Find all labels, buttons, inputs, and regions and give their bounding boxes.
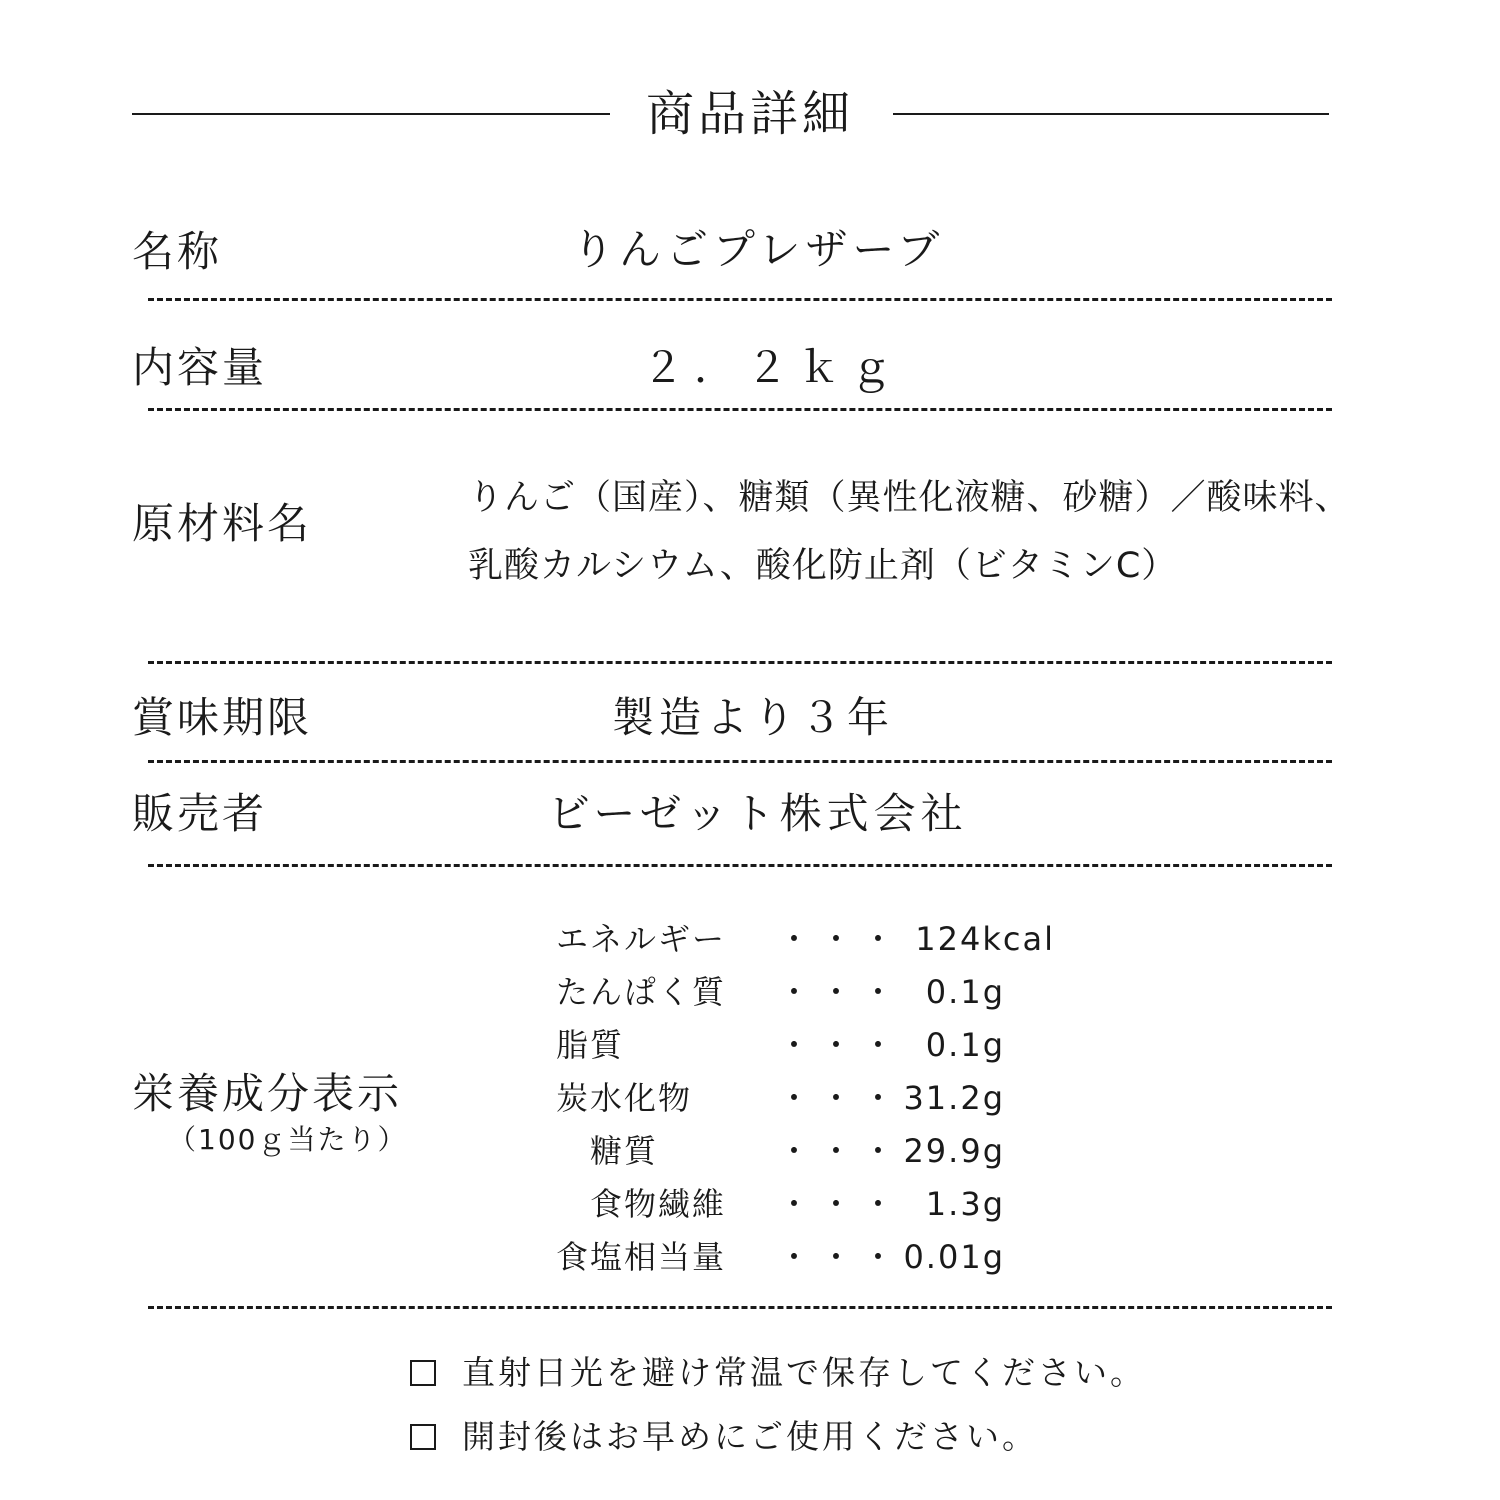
ingredients-line-1: りんご（国産）、糖類（異性化液糖、砂糖）／酸味料、 (468, 478, 1351, 518)
name-label: 名称 (132, 227, 223, 276)
nutrient-name: 食塩相当量 (556, 1238, 727, 1276)
page-title: 商品詳細 (645, 86, 854, 142)
note-text: 開封後はお早めにご使用ください。 (462, 1417, 1038, 1456)
divider (148, 408, 1332, 411)
checkbox-icon (410, 1424, 436, 1450)
nutrient-name: 糖質 (590, 1132, 659, 1170)
seller-value: ビーゼット株式会社 (548, 789, 968, 838)
nutrient-name: 食物繊維 (590, 1185, 727, 1223)
divider (148, 760, 1332, 763)
nutrition-row-fat (0, 1020, 1500, 1070)
divider (148, 661, 1332, 664)
nutrient-value: 29.9g (903, 1132, 1005, 1170)
nutrition-row-protein (0, 967, 1500, 1017)
leader-dots: ・・・ (778, 1185, 905, 1223)
ingredients-line-2: 乳酸カルシウム、酸化防止剤（ビタミンC） (468, 546, 1178, 586)
divider (148, 298, 1332, 301)
nutrition-row-fiber (0, 1179, 1500, 1229)
nutrition-sublabel: （100ｇ当たり） (168, 1123, 408, 1156)
nutrient-name: 脂質 (556, 1026, 625, 1064)
nutrient-value: 124kcal (915, 920, 1055, 958)
leader-dots: ・・・ (778, 973, 905, 1011)
nutrient-value: 0.01g (903, 1238, 1005, 1276)
content-value: ２．２ｋｇ (642, 343, 903, 392)
expiry-label: 賞味期限 (132, 693, 313, 742)
leader-dots: ・・・ (778, 1238, 905, 1276)
divider (148, 864, 1332, 867)
nutrition-row-energy (0, 914, 1500, 964)
nutrient-value: 0.1g (925, 973, 1005, 1011)
nutrient-value: 31.2g (903, 1079, 1005, 1117)
name-value: りんごプレザーブ (572, 225, 945, 274)
nutrition-label: 栄養成分表示 (132, 1069, 403, 1118)
title-rule-left (132, 113, 610, 115)
ingredients-label: 原材料名 (132, 499, 313, 548)
nutrient-value: 0.1g (925, 1026, 1005, 1064)
nutrition-row-salt (0, 1232, 1500, 1282)
nutrient-value: 1.3g (925, 1185, 1005, 1223)
nutrition-row-sugar (0, 1126, 1500, 1176)
seller-label: 販売者 (132, 789, 268, 838)
nutrition-row-carbohydrate (0, 1073, 1500, 1123)
leader-dots: ・・・ (778, 1026, 905, 1064)
title-rule-right (893, 113, 1329, 115)
divider (148, 1306, 1332, 1309)
nutrient-name: エネルギー (556, 920, 727, 958)
nutrient-name: 炭水化物 (556, 1079, 693, 1117)
note-text: 直射日光を避け常温で保存してください。 (462, 1353, 1146, 1392)
expiry-value: 製造より３年 (612, 693, 895, 742)
nutrient-name: たんぱく質 (556, 973, 727, 1011)
leader-dots: ・・・ (778, 1132, 905, 1170)
content-label: 内容量 (132, 343, 268, 392)
leader-dots: ・・・ (778, 1079, 905, 1117)
leader-dots: ・・・ (778, 920, 905, 958)
checkbox-icon (410, 1360, 436, 1386)
